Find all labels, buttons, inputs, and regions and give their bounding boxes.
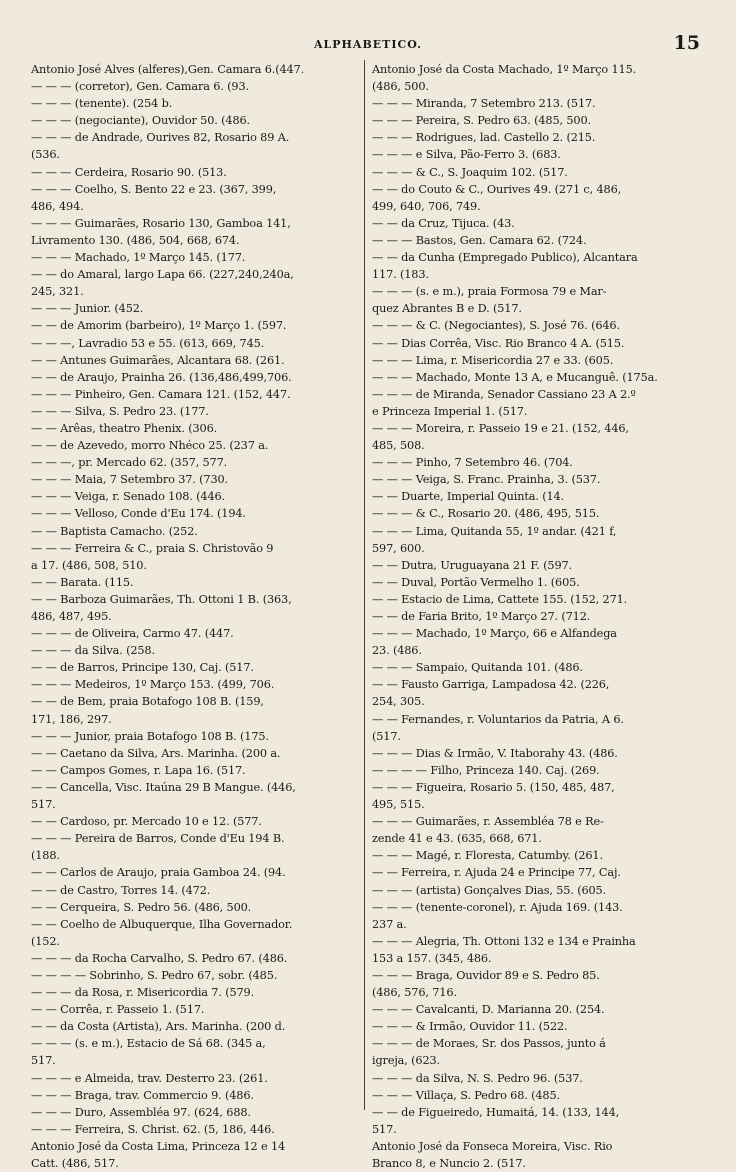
directory-entry-line: — — — Guimarães, Rosario 130, Gamboa 141, [31,216,291,230]
directory-entry-line: 517. [372,1122,397,1136]
directory-entry-line: — — — da Silva, N. S. Pedro 96. (537. [372,1071,583,1085]
directory-entry-line: — — Caetano da Silva, Ars. Marinha. (200 a. [31,746,281,760]
directory-entry-line: — — — Figueira, Rosario 5. (150, 485, 487, [372,780,615,794]
directory-entry-line: — — Campos Gomes, r. Lapa 16. (517. [31,763,246,777]
directory-entry-line: — — Cerqueira, S. Pedro 56. (486, 500. [31,900,252,914]
directory-entry-line: — — — (tenente-coronel), r. Ajuda 169. (143. [372,900,623,914]
page-header [0,32,736,54]
directory-entry-line: — — — (negociante), Ouvidor 50. (486. [31,114,250,128]
directory-entry-line: — — — Machado, 1º Março 145. (177. [31,251,246,265]
directory-entry-line: — — — Ferreira & C., praia S. Christovão 9 [31,541,274,555]
directory-entry-line: — — — Duro, Assembléa 97. (624, 688. [31,1105,251,1119]
directory-entry-line: — — de Castro, Torres 14. (472. [31,883,211,897]
directory-entry-line: Catt. (486, 517. [31,1157,119,1170]
directory-entry-line: — — — Braga, trav. Commercio 9. (486. [31,1088,254,1102]
directory-entry-line: (152. [31,934,60,948]
directory-entry-line: Antonio José da Fonseca Moreira, Visc. Rio [372,1139,613,1153]
directory-entry-line: — — — Pinho, 7 Setembro 46. (704. [372,456,573,470]
directory-entry-line: 517. [31,798,56,812]
directory-entry-line: — — do Amaral, largo Lapa 66. (227,240,240a, [31,268,294,282]
directory-entry-line: — — — & C., Rosario 20. (486, 495, 515. [372,507,600,521]
directory-entry-line: Antonio José Alves (alferes),Gen. Camara 6.(447. [31,63,305,76]
directory-entry-line: 485, 508. [372,439,425,453]
directory-entry-line: — — Barata. (115. [31,575,134,589]
directory-entry-line: — — Corrêa, r. Passeio 1. (517. [31,1003,205,1017]
directory-entry-line: — — Dias Corrêa, Visc. Rio Branco 4 A. (515. [372,336,625,350]
directory-entry-line: — — — Machado, Monte 13 A, e Mucanguê. (175a. [372,370,658,384]
directory-entry-line: — — de Figueiredo, Humaitá, 14. (133, 144, [372,1105,620,1119]
directory-entry-line: — — de Azevedo, morro Nhéco 25. (237 a. [31,439,269,453]
directory-entry-line: 117. (183. [372,268,429,282]
directory-entry-line: — — da Costa (Artista), Ars. Marinha. (200 d. [31,1020,286,1034]
directory-entry-line: 245, 321. [31,285,84,299]
directory-entry-line: — — — Pinheiro, Gen. Camara 121. (152, 447. [31,387,291,401]
directory-entry-line: — — — Pereira de Barros, Conde d'Eu 194 B. [31,832,285,846]
directory-entry-line: — — — (s. e m.), praia Formosa 79 e Mar- [372,285,607,299]
directory-entry-line: — — — Guimarães, r. Assembléa 78 e Re- [372,815,604,829]
directory-entry-line: 495, 515. [372,798,425,812]
directory-entry-line: 171, 186, 297. [31,712,112,726]
directory-entry-line: 254, 305. [372,695,425,709]
right-column [372,61,694,1172]
directory-entry-line: — — — de Andrade, Ourives 82, Rosario 89 A. [31,131,290,145]
directory-entry-line: (536. [31,148,60,162]
directory-entry-line: — — do Couto & C., Ourives 49. (271 c, 486, [372,182,622,196]
directory-entry-line: — — Coelho de Albuquerque, Ilha Governador. [31,917,293,931]
directory-entry-line: — — — de Miranda, Senador Cassiano 23 A 2.º [372,387,636,401]
directory-entry-line: — — — Medeiros, 1º Março 153. (499, 706. [31,678,275,692]
directory-entry-line: — — — Junior, praia Botafogo 108 B. (175. [31,729,269,743]
directory-entry-line: (517. [372,729,401,743]
directory-entry-line: — — — Bastos, Gen. Camara 62. (724. [372,233,587,247]
directory-entry-line: — — — (tenente). (254 b. [31,97,173,111]
directory-entry-line: — — — Miranda, 7 Setembro 213. (517. [372,97,596,111]
directory-entry-line: — — —, pr. Mercado 62. (357, 577. [31,456,228,470]
directory-entry-line: — — — de Moraes, Sr. dos Passos, junto á [372,1037,606,1051]
directory-entry-line: — — Fernandes, r. Voluntarios da Patria, A 6. [372,712,624,726]
directory-entry-line: — — da Cunha (Empregado Publico), Alcantara [372,251,638,265]
directory-entry-line: — — — Alegria, Th. Ottoni 132 e 134 e Prainha [372,934,636,948]
directory-entry-line: — — Baptista Camacho. (252. [31,524,198,538]
directory-entry-line: — — Carlos de Araujo, praia Gamboa 24. (94. [31,866,286,880]
directory-entry-line: — — — — Sobrinho, S. Pedro 67, sobr. (485. [31,968,278,982]
directory-entry-line: — — — (artista) Gonçalves Dias, 55. (605. [372,883,607,897]
directory-entry-line: zende 41 e 43. (635, 668, 671. [372,832,542,846]
directory-entry-line: — — — Rodrigues, lad. Castello 2. (215. [372,131,596,145]
directory-entry-line: — — — Machado, 1º Março, 66 e Alfandega [372,627,617,641]
directory-entry-line: Livramento 130. (486, 504, 668, 674. [31,233,240,247]
directory-entry-line: — — Arêas, theatro Phenix. (306. [31,421,218,435]
directory-entry-line: igreja, (623. [372,1054,440,1068]
directory-entry-line: e Princeza Imperial 1. (517. [372,404,528,418]
directory-entry-line: — — — Villaça, S. Pedro 68. (485. [372,1088,560,1102]
directory-entry-line: — — — Junior. (452. [31,302,144,316]
directory-entry-line: 499, 640, 706, 749. [372,199,481,213]
directory-entry-line: — — — Cerdeira, Rosario 90. (513. [31,165,227,179]
directory-entry-line: — — Ferreira, r. Ajuda 24 e Principe 77, Caj. [372,866,621,880]
directory-entry-line: — — — Magé, r. Floresta, Catumby. (261. [372,849,603,863]
left-column [31,61,353,1172]
directory-entry-line: — — — Maia, 7 Setembro 37. (730. [31,473,228,487]
directory-entry-line: — — de Araujo, Prainha 26. (136,486,499,706. [31,370,292,384]
directory-entry-line: — — — Velloso, Conde d'Eu 174. (194. [31,507,246,521]
directory-entry-line: — — — (corretor), Gen. Camara 6. (93. [31,80,249,94]
directory-entry-line: — — — Dias & Irmão, V. Itaborahy 43. (486. [372,746,618,760]
directory-entry-line: — — — & C. (Negociantes), S. José 76. (646. [372,319,620,333]
page-number: 15 [673,32,700,54]
directory-entry-line: Antonio José da Costa Lima, Princeza 12 e 14 [31,1139,286,1153]
directory-entry-line: 23. (486. [372,644,422,658]
directory-entry-line: — — — & C., S. Joaquim 102. (517. [372,165,568,179]
directory-entry-line: — — Fausto Garriga, Lampadosa 42. (226, [372,678,610,692]
directory-entry-line: — — — e Almeida, trav. Desterro 23. (261. [31,1071,268,1085]
directory-entry-line: — — — Silva, S. Pedro 23. (177. [31,404,209,418]
directory-entry-line: (486, 500. [372,80,429,94]
directory-entry-line: — — de Bem, praia Botafogo 108 B. (159, [31,695,264,709]
directory-entry-line: — — de Faria Brito, 1º Março 27. (712. [372,610,591,623]
directory-entry-line: 517. [31,1054,56,1068]
directory-entry-line: 486, 487, 495. [31,610,112,623]
directory-entry-line: (188. [31,849,60,863]
directory-entry-line: Antonio José da Costa Machado, 1º Março 115. [372,63,637,76]
directory-entry-line: — — — Cavalcanti, D. Marianna 20. (254. [372,1003,605,1017]
directory-entry-line: — — Dutra, Uruguayana 21 F. (597. [372,558,572,572]
directory-entry-line: — — de Amorim (barbeiro), 1º Março 1. (597. [31,319,287,333]
directory-entry-line: — — Cancella, Visc. Itaúna 29 B Mangue. (446, [31,780,296,794]
directory-entry-line: — — — (s. e m.), Estacio de Sá 68. (345 a, [31,1037,266,1051]
directory-entry-line: — — — — Filho, Princeza 140. Caj. (269. [372,763,600,777]
column-divider [364,60,365,1110]
directory-entry-line: — — — de Oliveira, Carmo 47. (447. [31,627,234,641]
directory-entry-line: — — Antunes Guimarães, Alcantara 68. (261. [31,353,285,367]
directory-entry-line: — — — Veiga, r. Senado 108. (446. [31,490,225,504]
directory-entry-line: — — — Braga, Ouvidor 89 e S. Pedro 85. [372,968,600,982]
directory-entry-line: — — — da Silva. (258. [31,644,155,658]
directory-entry-line: 486, 494. [31,199,84,213]
directory-entry-line: — — da Cruz, Tijuca. (43. [372,216,515,230]
directory-entry-line: a 17. (486, 508, 510. [31,558,147,572]
directory-entry-line: — — Duval, Portão Vermelho 1. (605. [372,575,580,589]
directory-entry-line: — — Cardoso, pr. Mercado 10 e 12. (577. [31,815,262,829]
directory-entry-line: — — — Moreira, r. Passeio 19 e 21. (152, 446, [372,421,629,435]
directory-entry-line: — — Duarte, Imperial Quinta. (14. [372,490,565,504]
directory-entry-line: 597, 600. [372,541,425,555]
directory-entry-line: Branco 8, e Nuncio 2. (517. [372,1157,526,1170]
directory-entry-line: 237 a. [372,917,407,931]
directory-entry-line: — — — e Silva, Pão-Ferro 3. (683. [372,148,561,162]
directory-entry-line: — — — Pereira, S. Pedro 63. (485, 500. [372,114,591,128]
directory-entry-line: — — — Sampaio, Quitanda 101. (486. [372,661,583,675]
directory-entry-line: 153 a 157. (345, 486. [372,951,492,965]
directory-entry-line: — — de Barros, Principe 130, Caj. (517. [31,661,254,675]
directory-entry-line: — — — da Rocha Carvalho, S. Pedro 67. (486. [31,951,288,965]
directory-entry-line: — — — Coelho, S. Bento 22 e 23. (367, 399, [31,182,277,196]
directory-entry-line: — — Barboza Guimarães, Th. Ottoni 1 B. (363, [31,592,292,606]
directory-entry-line: quez Abrantes B e D. (517. [372,302,522,316]
directory-entry-line: — — — Lima, r. Misericordia 27 e 33. (605. [372,353,614,367]
directory-entry-line: — — —, Lavradio 53 e 55. (613, 669, 745. [31,336,265,350]
directory-entry-line: — — Estacio de Lima, Cattete 155. (152, 271. [372,592,628,606]
directory-entry-line: — — — Lima, Quitanda 55, 1º andar. (421 f, [372,524,617,538]
running-title: ALPHABETICO. [313,38,422,51]
directory-entry-line: — — — da Rosa, r. Misericordia 7. (579. [31,986,255,1000]
directory-entry-line: — — — Veiga, S. Franc. Prainha, 3. (537. [372,473,601,487]
directory-entry-line: — — — Ferreira, S. Christ. 62. (5, 186, 446. [31,1122,275,1136]
directory-entry-line: (486, 576, 716. [372,986,457,1000]
directory-entry-line: — — — & Irmão, Ouvidor 11. (522. [372,1020,568,1034]
